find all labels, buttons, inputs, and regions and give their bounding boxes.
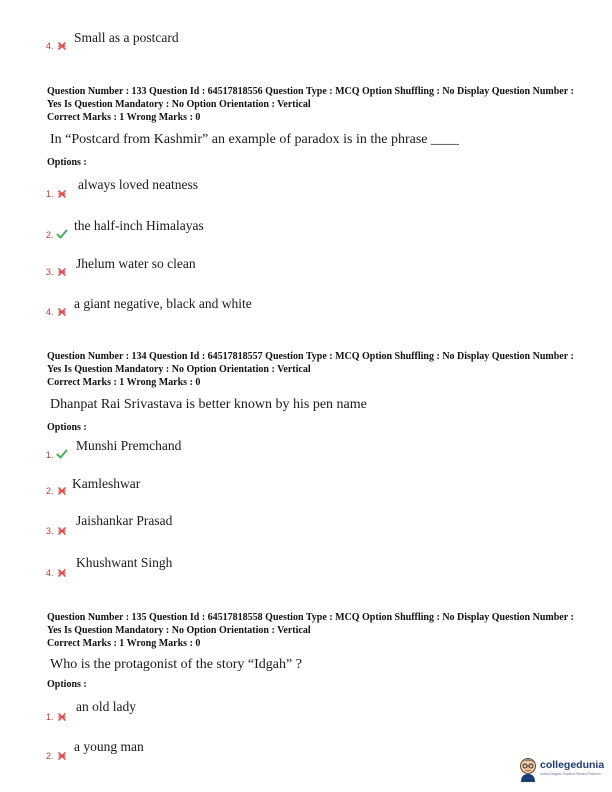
question-text: Who is the protagonist of the story “Idgah” ? (50, 657, 302, 672)
check-icon (56, 447, 68, 459)
collegedunia-logo (518, 754, 608, 788)
option-item (46, 30, 586, 54)
question-marks: Correct Marks : 1 Wrong Marks : 0 (47, 112, 201, 123)
options-label: Options : (47, 157, 87, 168)
option-text: the half-inch Himalayas (74, 218, 204, 233)
option-number: 2. (46, 751, 54, 761)
option-item (46, 296, 586, 320)
cross-icon (56, 484, 68, 496)
cross-icon (56, 39, 68, 51)
option-number: 2. (46, 486, 54, 496)
cross-icon (56, 305, 68, 317)
option-text: Small as a postcard (74, 30, 179, 45)
option-number: 4. (46, 41, 54, 51)
options-label: Options : (47, 422, 87, 433)
question-marks: Correct Marks : 1 Wrong Marks : 0 (47, 377, 201, 388)
logo-tagline: India's largest Student Review Platform (540, 772, 601, 776)
option-item (46, 438, 586, 462)
cross-icon (56, 749, 68, 761)
option-text: a giant negative, black and white (74, 296, 252, 311)
option-text: a young man (74, 739, 144, 754)
option-text: Jhelum water so clean (76, 256, 196, 271)
option-number: 1. (46, 450, 54, 460)
option-number: 2. (46, 230, 54, 240)
cross-icon (56, 265, 68, 277)
question-marks: Correct Marks : 1 Wrong Marks : 0 (47, 638, 201, 649)
question-meta: Question Number : 134 Question Id : 64517818557 Question Type : MCQ Option Shuffling : No Display Question Number : Yes Is Question Mandatory : No Option Orientation : Vertical (47, 351, 574, 375)
question-text: Dhanpat Rai Srivastava is better known by his pen name (50, 397, 367, 412)
option-item (46, 699, 586, 723)
option-text: Jaishankar Prasad (76, 513, 173, 528)
option-item (46, 513, 586, 537)
option-item (46, 176, 586, 200)
option-number: 3. (46, 526, 54, 536)
cross-icon (56, 710, 68, 722)
question-meta: Question Number : 133 Question Id : 64517818556 Question Type : MCQ Option Shuffling : No Display Question Number : Yes Is Question Mandatory : No Option Orientation : Vertical (47, 86, 574, 110)
cross-icon (56, 566, 68, 578)
option-number: 1. (46, 712, 54, 722)
check-icon (56, 227, 68, 239)
options-label: Options : (47, 679, 87, 690)
logo-brand: collegedunia (540, 759, 605, 771)
option-item (46, 256, 586, 280)
option-item (46, 476, 586, 500)
option-text: an old lady (76, 699, 136, 714)
option-text: always loved neatness (78, 177, 198, 192)
option-number: 4. (46, 568, 54, 578)
option-text: Kamleshwar (72, 476, 141, 491)
cross-icon (56, 187, 68, 199)
option-number: 1. (46, 189, 54, 199)
option-item (46, 555, 586, 579)
mascot-icon (518, 757, 538, 783)
question-text: In “Postcard from Kashmir” an example of paradox is in the phrase ____ (50, 132, 459, 147)
option-number: 3. (46, 267, 54, 277)
option-text: Khushwant Singh (76, 555, 173, 570)
option-item (46, 739, 586, 763)
option-number: 4. (46, 307, 54, 317)
question-meta: Question Number : 135 Question Id : 64517818558 Question Type : MCQ Option Shuffling : No Display Question Number : Yes Is Question Mandatory : No Option Orientation : Vertical (47, 612, 574, 636)
cross-icon (56, 524, 68, 536)
option-item (46, 216, 586, 240)
option-text: Munshi Premchand (76, 438, 182, 453)
